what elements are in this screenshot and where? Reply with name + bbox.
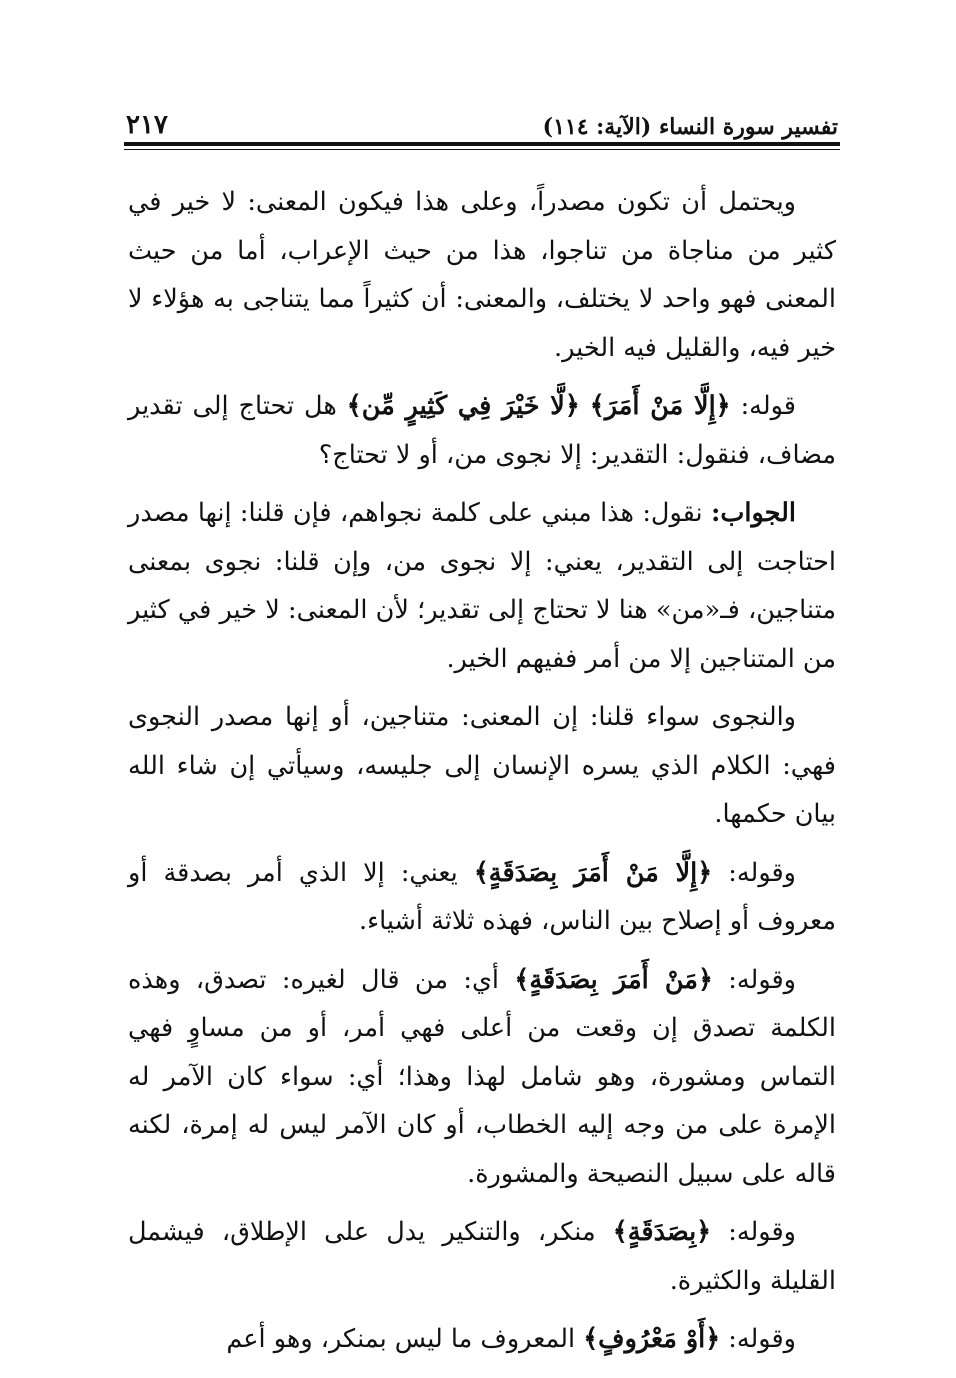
paragraph-text: ويحتمل أن تكون مصدراً، وعلى هذا فيكون المعنى: لا خير في كثير من مناجاة من تناجوا، هذا من حيث الإعراب، أما من حيث المعنى فهو واحد لا يختلف، والمعنى: أن كثيراً مما يتناجى به هؤلاء لا خير فيه، والقليل فيه الخير. [128, 187, 836, 363]
answer-label: الجواب: [711, 498, 796, 528]
paragraph-2 [128, 382, 836, 479]
paragraph-text: والنجوى سواء قلنا: إن المعنى: متناجين، أو إنها مصدر النجوى فهي: الكلام الذي يسره الإنسان إلى جليسه، وسيأتي إن شاء الله بيان حكمها. [128, 702, 836, 829]
paragraph-6 [128, 956, 836, 1199]
paragraph-lead: وقوله: [711, 1217, 796, 1247]
paragraph-text: نقول: هذا مبني على كلمة نجواهم، فإن قلنا: إنها مصدر احتاجت إلى التقدير، يعني: إلا نجوى من، وإن قلنا: نجوى بمعنى متناجين، فـ«من» هنا لا تحتاج إلى تقدير؛ لأن المعنى: لا خير في كثير من المتناجين إلا من أمر ففيهم الخير. [128, 498, 836, 674]
quran-quote: ﴿بِصَدَقَةٍ﴾ [612, 1217, 712, 1247]
paragraph-lead: وقوله: [712, 964, 796, 995]
paragraph-lead: قوله: [730, 391, 796, 421]
paragraph-spacer [580, 391, 590, 421]
quran-quote: ﴿مَنْ أَمَرَ بِصَدَقَةٍ﴾ [514, 964, 713, 995]
page-header [126, 96, 838, 140]
quran-quote: ﴿لَّا خَيْرَ فِي كَثِيرٍ مِّن﴾ [346, 391, 580, 421]
paragraph-5 [128, 849, 836, 946]
paragraph-text: المعروف ما ليس بمنكر، وهو أعم [226, 1324, 584, 1354]
header-rule-thick [124, 142, 840, 146]
quran-quote: ﴿إِلَّا مَنْ أَمَرَ﴾ [589, 391, 731, 421]
paragraph-7 [128, 1208, 836, 1305]
paragraph-text: منكر، والتنكير يدل على الإطلاق، فيشمل القليلة والكثيرة. [128, 1217, 836, 1296]
paragraph-text: هل تحتاج إلى تقدير مضاف، فنقول: التقدير: إلا نجوى من، أو لا تحتاج؟ [128, 391, 836, 470]
paragraph-lead: وقوله: [720, 1324, 796, 1354]
paragraph-4 [128, 693, 836, 839]
paragraph-text: أي: من قال لغيره: تصدق، وهذه الكلمة تصدق إن وقعت من أعلى فهي أمر، أو من مساوٍ فهي التماس ومشورة، وهو شامل لهذا وهذا؛ أي: سواء كان الآمر له الإمرة على من وجه إليه الخطاب، أو كان الآمر ليس له إمرة، لكنه قاله على سبيل النصيحة والمشورة. [128, 964, 836, 1189]
page-number: ٢١٧ [126, 110, 168, 140]
quran-quote: ﴿أَوْ مَعْرُوفٍ﴾ [583, 1324, 721, 1354]
paragraph-text: يعني: إلا الذي أمر بصدقة أو معروف أو إصلاح بين الناس، فهذه ثلاثة أشياء. [128, 857, 836, 936]
header-rule-thin [124, 149, 840, 150]
paragraph-8 [128, 1315, 836, 1364]
paragraph-lead: وقوله: [712, 857, 796, 888]
paragraph-1 [128, 178, 836, 372]
paragraph-3 [128, 489, 836, 683]
running-title: تفسير سورة النساء (الآية: ١١٤) [542, 114, 838, 140]
quran-quote: ﴿إِلَّا مَنْ أَمَرَ بِصَدَقَةٍ﴾ [473, 857, 713, 888]
body-text [128, 178, 836, 1374]
